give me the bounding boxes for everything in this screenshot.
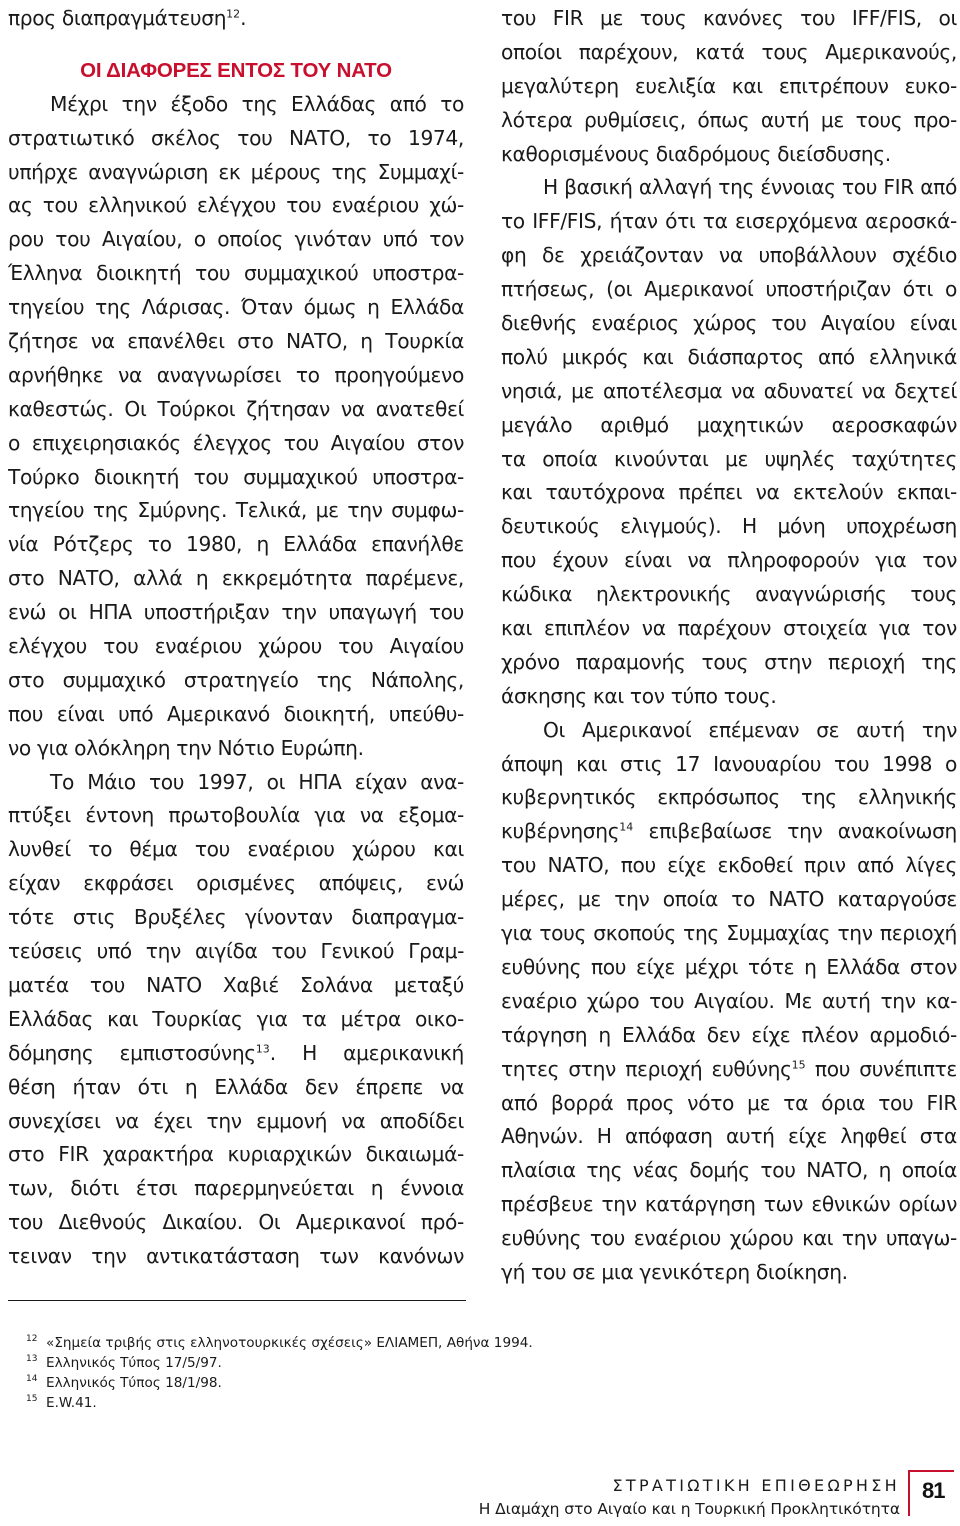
text-line: στο συμμαχικό στρατηγείο της Νάπολης, xyxy=(8,667,464,692)
text-line: γή του σε μια γενικότερη διοίκηση. xyxy=(501,1259,848,1284)
text-line: διεθνής εναέριος χώρος του Αιγαίου είναι xyxy=(501,311,957,336)
text-line: δευτικούς ελιγμούς). Η μόνη υποχρέωση xyxy=(501,514,957,539)
text-line: οποίοι παρέχουν, κατά τους Αμερικανούς, xyxy=(501,39,957,64)
text-line: ευθύνης του εναέριου χώρου και την υπαγω- xyxy=(501,1226,957,1251)
text-line: ρου του Αιγαίου, ο οποίος γινόταν υπό τον xyxy=(8,227,464,252)
text-line: Τούρκο διοικητή του συμμαχικού υποστρα- xyxy=(8,464,464,489)
journal-title: ΣΤΡΑΤΙΩΤΙΚΗ ΕΠΙΘΕΩΡΗΣΗ xyxy=(612,1476,900,1495)
text-line: Η βασική αλλαγή της έννοιας του FIR από xyxy=(543,175,957,200)
text-line: που είναι υπό Αμερικανό διοικητή, υπεύθυ- xyxy=(8,701,464,726)
text-line: στρατιωτικό σκέλος του ΝΑΤΟ, το 1974, xyxy=(8,125,464,150)
paragraph-americans-insisted xyxy=(501,714,957,1290)
text-line: άποψη και στις 17 Ιανουαρίου του 1998 ο xyxy=(501,751,957,776)
text-line: νησιά, με αποτέλεσμα να αδυνατεί να δεχτεί xyxy=(501,378,957,403)
footnotes xyxy=(26,1333,533,1413)
paragraph-nato-differences xyxy=(8,88,464,766)
page-box-rule-left xyxy=(908,1470,910,1516)
text-line: που έχουν είναι να πληροφορούν για τον xyxy=(501,548,957,573)
footnote-ref-14[interactable]: 14 xyxy=(619,820,634,834)
text-line: Οι Αμερικανοί επέμεναν σε αυτή την xyxy=(543,717,957,742)
text-line: και ταυτόχρονα πρέπει να εκτελούν εκπαι- xyxy=(501,480,957,505)
footnote-item: 14 Ελληνικός Τύπος 18/1/98. xyxy=(26,1374,222,1391)
continuation-line: προς διαπραγμάτευση$^{12}$. xyxy=(8,6,247,30)
footnote-text: Ελληνικός Τύπος 18/1/98. xyxy=(46,1375,222,1391)
right-column xyxy=(501,2,957,1290)
text-line: κυβερνητικός εκπρόσωπος της ελληνικής xyxy=(501,785,957,810)
text-line: φη δε χρειάζονταν να υποβάλλουν σχέδιο xyxy=(501,243,957,268)
text-line: Έλληνα διοικητή του συμμαχικού υποστρα- xyxy=(8,261,464,286)
text-line: κώδικα ηλεκτρονικής αναγνώρισής τους xyxy=(501,582,957,607)
text-line: από βορρά προς νότο με τα όρια του FIR xyxy=(501,1090,957,1115)
text-line: τα οποία κινούνται με υψηλές ταχύτητες xyxy=(501,446,957,471)
text-line: Το Μάιο του 1997, οι ΗΠΑ είχαν ανα- xyxy=(50,769,464,794)
text-line: και επιπλέον να παρέχουν στοιχεία για τον xyxy=(501,616,957,641)
text-line: του FIR με τους κανόνες του IFF/FIS, οι xyxy=(501,6,957,30)
text-line: ο επιχειρησιακός έλεγχος του Αιγαίου στον xyxy=(8,430,464,455)
footnote-separator xyxy=(8,1300,466,1301)
text-line: συνεχίσει να έχει την εμμονή να αποδίδει xyxy=(8,1108,464,1133)
text-line: ματέα του ΝΑΤΟ Χαβιέ Σολάνα μεταξύ xyxy=(8,972,464,997)
footnote-ref-13[interactable]: 13 xyxy=(255,1041,270,1055)
paragraph-continuation xyxy=(501,2,957,171)
text-line: του Διεθνούς Δικαίου. Οι Αμερικανοί πρό- xyxy=(8,1210,464,1235)
text-line: ζήτησε να επανέλθει στο ΝΑΤΟ, η Τουρκία xyxy=(8,329,464,354)
text-line: μέρες, με την οποία το ΝΑΤΟ καταργούσε xyxy=(501,887,957,912)
text-line: ευθύνης που είχε μέχρι τότε η Ελλάδα στον xyxy=(501,954,957,979)
page-number: 81 xyxy=(922,1478,945,1503)
text-line: πλαίσια της νέας δομής του ΝΑΤΟ, η οποία xyxy=(501,1158,957,1183)
text-line: τειναν την αντικατάσταση των κανόνων xyxy=(8,1244,464,1269)
text-line: άσκησης και τον τύπο τους. xyxy=(501,683,777,708)
text-line: στο FIR χαρακτήρα κυριαρχικών δικαιωμά- xyxy=(8,1142,464,1167)
section-heading: ΟΙ ΔΙΑΦΟΡΕΣ ΕΝΤΟΣ ΤΟΥ ΝΑΤΟ xyxy=(80,58,392,82)
footnote-ref-15[interactable]: 15 xyxy=(791,1057,806,1071)
paragraph-fir-change xyxy=(501,171,957,713)
article-title: Η Διαμάχη στο Αιγαίο και η Τουρκική Προκλητικότητα xyxy=(478,1500,900,1518)
text-line: μεγάλο αριθμό μαχητικών αεροσκαφών xyxy=(501,412,957,437)
text-line: Μέχρι την έξοδο της Ελλάδας από το xyxy=(50,91,464,116)
text-line: των, διότι έτσι παρερμηνεύεται η έννοια xyxy=(8,1176,464,1201)
text-line: ας του ελληνικού ελέγχου του εναέριου χώ- xyxy=(8,193,464,218)
text-line: τάργηση η Ελλάδα δεν είχε πλέον αρμοδιό- xyxy=(501,1022,957,1047)
text-line-with-ref-14: κυβέρνησης$^{14}$ επιβεβαίωσε την ανακοίνωση xyxy=(501,819,957,844)
footnote-text: E.W.41. xyxy=(46,1395,97,1411)
text-line: του ΝΑΤΟ, που είχε εκδοθεί πριν από λίγες xyxy=(501,853,957,878)
text-line: χρόνο παραμονής τους στην περιοχή της xyxy=(501,649,957,674)
left-column xyxy=(8,2,464,1274)
text-line-with-ref-13: δόμησης εμπιστοσύνης$^{13}$. Η αμερικανική xyxy=(8,1040,464,1065)
text-line: πολύ μικρός και διάσπαρτος από ελληνικά xyxy=(501,344,957,369)
footnote-text: «Σημεία τριβής στις ελληνοτουρκικές σχέσεις» ΕΛΙΑΜΕΠ, Αθήνα 1994. xyxy=(46,1335,533,1351)
text-line: λυνθεί το θέμα του εναέριου χώρου και xyxy=(8,837,464,862)
page-box-rule-top xyxy=(908,1470,954,1472)
text-line: αρνήθηκε να αναγνωρίσει το προηγούμενο xyxy=(8,362,464,387)
text-line: στο ΝΑΤΟ, αλλά η εκκρεμότητα παρέμενε, xyxy=(8,566,464,591)
text-line: θέση ήταν ότι η Ελλάδα δεν έπρεπε να xyxy=(8,1074,464,1099)
text-line: για τους σκοπούς της Συμμαχίας την περιοχή xyxy=(501,921,957,946)
footnote-item: 15 E.W.41. xyxy=(26,1394,97,1411)
text-line: ελέγχου του εναέριου χώρου του Αιγαίου xyxy=(8,634,464,659)
text-line: τότε στις Βρυξέλες γίνονταν διαπραγμα- xyxy=(8,905,464,930)
text-line: λότερα ρυθμίσεις, όπως αυτή με τους προ- xyxy=(501,107,957,132)
text-line: νία Ρότζερς το 1980, η Ελλάδα επανήλθε xyxy=(8,532,464,557)
text-line: το IFF/FIS, ήταν ότι τα εισερχόμενα αεροσκά- xyxy=(501,209,957,234)
text-line: μεγαλύτερη ευελιξία και επιτρέπουν ευκο- xyxy=(501,73,957,98)
text-line: πτήσεως, (οι Αμερικανοί υποστήριζαν ότι ο xyxy=(501,277,957,302)
text-line: νο για ολόκληρη την Νότιο Ευρώπη. xyxy=(8,735,364,760)
text-line: υπήρχε αναγνώριση εκ μέρους της Συμμαχί- xyxy=(8,159,464,184)
text-line: πτύξει έντονη πρωτοβουλία για να εξομα- xyxy=(8,803,464,828)
text-line: πρέσβευε την κατάργηση των εθνικών ορίων xyxy=(501,1192,957,1217)
page-number-box xyxy=(908,1470,954,1516)
footnote-text: Ελληνικός Τύπος 17/5/97. xyxy=(46,1355,222,1371)
footnote-ref-12[interactable]: 12 xyxy=(226,7,241,21)
text-line: καθορισμένους διαδρόμους διείσδυσης. xyxy=(501,141,891,166)
text-line: τηγείου της Σμύρνης. Τελικά, με την συμφω- xyxy=(8,498,464,523)
text-line: Ελλάδας και Τουρκίας για τα μέτρα οικο- xyxy=(8,1006,464,1031)
text-line: τεύσεις υπό την αιγίδα του Γενικού Γραμ- xyxy=(8,939,464,964)
footnote-item: 12 «Σημεία τριβής στις ελληνοτουρκικές σχέσεις» ΕΛΙΑΜΕΠ, Αθήνα 1994. xyxy=(26,1334,533,1351)
paragraph-may-1997 xyxy=(8,766,464,1274)
text-line: είχαν εκφράσει ορισμένες απόψεις, ενώ xyxy=(8,871,464,896)
text-line-with-ref-15: τητες στην περιοχή ευθύνης$^{15}$ που συνέπιπτε xyxy=(501,1056,957,1081)
text-line: Αθηνών. Η απόφαση αυτή είχε ληφθεί στα xyxy=(501,1124,957,1149)
text-line: εναέριο χώρο του Αιγαίου. Με αυτή την κα- xyxy=(501,988,957,1013)
text-line: ενώ οι ΗΠΑ υποστήριξαν την υπαγωγή του xyxy=(8,600,464,625)
text-line: τηγείου της Λάρισας. Όταν όμως η Ελλάδα xyxy=(8,295,464,320)
footnote-item: 13 Ελληνικός Τύπος 17/5/97. xyxy=(26,1354,222,1371)
text-line: καθεστώς. Οι Τούρκοι ζήτησαν να ανατεθεί xyxy=(8,396,464,421)
